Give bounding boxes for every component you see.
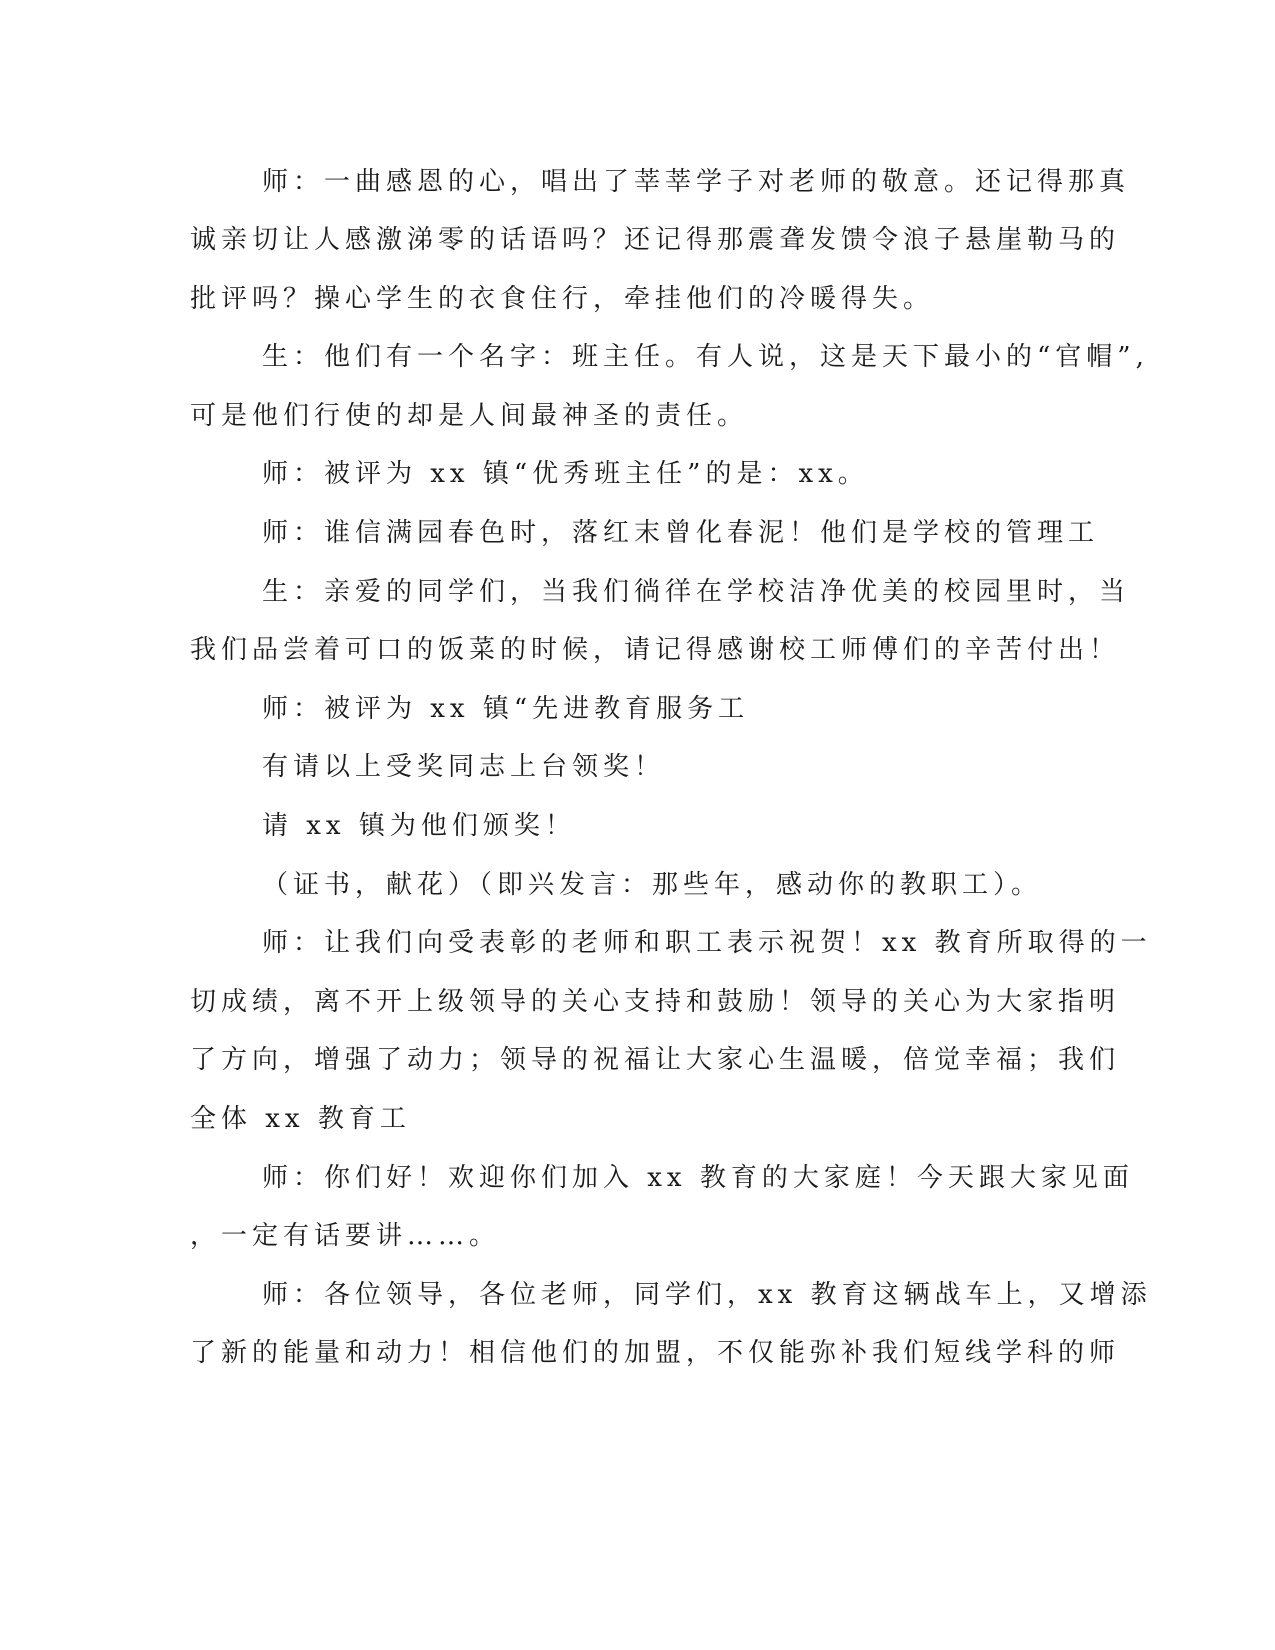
paragraph-line: 了新的能量和动力！相信他们的加盟，不仅能弥补我们短线学科的师 <box>190 1338 1121 1368</box>
paragraph-line: 切成绩，离不开上级领导的关心支持和鼓励！领导的关心为大家指明 <box>190 987 1121 1017</box>
paragraph-line: （证书，献花）（即兴发言：那些年，感动你的教职工）。 <box>262 870 1043 900</box>
paragraph-line: 师：被评为 xx 镇“优秀班主任”的是：xx。 <box>262 459 869 489</box>
paragraph-line: 诚亲切让人感激涕零的话语吗？还记得那震聋发馈令浪子悬崖勒马的 <box>190 225 1121 255</box>
paragraph-line: 批评吗？操心学生的衣食住行，牵挂他们的冷暖得失。 <box>190 284 935 314</box>
paragraph-line: 师：被评为 xx 镇“先进教育服务工 <box>262 694 750 724</box>
paragraph-line: 师：谁信满园春色时，落红末曾化春泥！他们是学校的管理工 <box>262 518 1100 548</box>
paragraph-line: 师：各位领导，各位老师，同学们，xx 教育这辆战车上，又增添 <box>262 1280 1152 1310</box>
paragraph-line: 了方向，增强了动力；领导的祝福让大家心生温暖，倍觉幸福；我们 <box>190 1045 1121 1075</box>
paragraph-line: ，一定有话要讲……。 <box>190 1221 501 1251</box>
paragraph-line: 师：你们好！欢迎你们加入 xx 教育的大家庭！今天跟大家见面 <box>262 1163 1134 1193</box>
paragraph-line: 生：亲爱的同学们，当我们徜徉在学校洁净优美的校园里时，当 <box>262 577 1131 607</box>
paragraph-line: 全体 xx 教育工 <box>190 1104 411 1134</box>
paragraph-line: 可是他们行使的却是人间最神圣的责任。 <box>190 401 749 431</box>
paragraph-line: 我们品尝着可口的饭菜的时候，请记得感谢校工师傅们的辛苦付出！ <box>190 635 1121 665</box>
paragraph-line: 师：一曲感恩的心，唱出了莘莘学子对老师的敬意。还记得那真 <box>262 167 1131 197</box>
paragraph-line: 请 xx 镇为他们颁奖！ <box>262 811 576 841</box>
paragraph-line: 生：他们有一个名字：班主任。有人说，这是天下最小的“官帽”, <box>262 342 1149 372</box>
paragraph-line: 有请以上受奖同志上台领奖！ <box>262 752 666 782</box>
paragraph-line: 师：让我们向受表彰的老师和职工表示祝贺！xx 教育所取得的一 <box>262 928 1152 958</box>
